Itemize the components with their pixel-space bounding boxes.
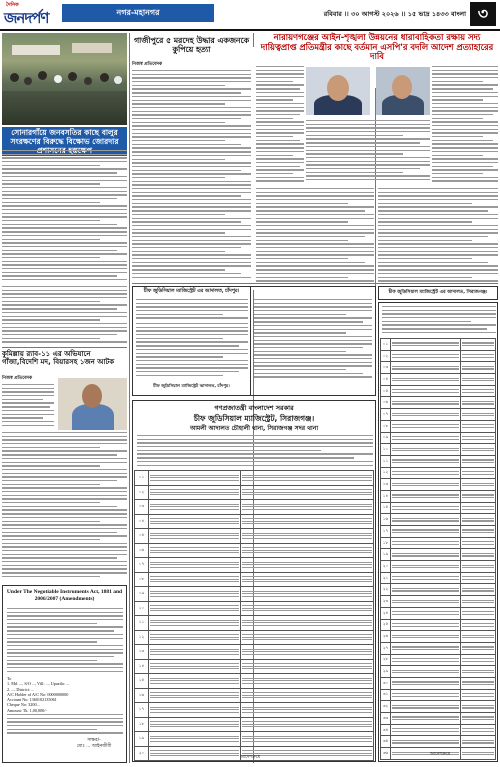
table-row <box>135 717 374 732</box>
table-row <box>381 596 496 608</box>
table-row <box>135 587 374 602</box>
row-serial: ২৯ <box>381 666 391 678</box>
comilla-headline: কুমিল্লায় র‍্যাব-১১ এর অভিযানে গাঁজা,বিদেশি মদ, বিয়ারসহ ১জন আটক <box>2 350 115 367</box>
row-serial: ০৪ <box>135 514 149 529</box>
row-serial: ১৩ <box>381 479 391 491</box>
newspaper-logo <box>2 2 60 26</box>
row-serial: ১৪ <box>135 659 149 674</box>
table-row <box>381 537 496 549</box>
legal-notice-line: 2. ..., District: ... <box>7 686 35 692</box>
legal-notice-signature <box>63 738 125 750</box>
table-row <box>381 607 496 619</box>
table-row <box>381 526 496 538</box>
lead-story-text <box>432 66 498 184</box>
table-row <box>381 736 496 748</box>
table-row <box>135 543 374 558</box>
column-divider <box>129 283 130 763</box>
protest-photo <box>2 33 127 125</box>
row-serial: ০৩ <box>381 362 391 374</box>
table-row <box>135 616 374 631</box>
accused-table-right <box>380 338 496 760</box>
table-row <box>381 374 496 386</box>
table-row <box>381 631 496 643</box>
row-serial: ১০ <box>135 601 149 616</box>
table-row <box>381 654 496 666</box>
row-serial: ১০ <box>381 444 391 456</box>
legal-notice-text <box>7 608 123 674</box>
notice-court-title: চীফ জুডিসিয়াল ম্যাজিস্ট্রেট, সিরাজগঞ্জ। <box>193 414 315 423</box>
table-row <box>135 703 374 718</box>
legal-notice-line: Account No: 1360102135061 <box>7 697 57 702</box>
accused-table <box>134 470 374 761</box>
comilla-byline: নিজস্ব প্রতিবেদক <box>2 376 33 381</box>
official-photo <box>306 67 370 115</box>
row-serial: ২০ <box>381 561 391 573</box>
table-row <box>135 732 374 747</box>
row-serial: ৩০ <box>381 677 391 689</box>
table-row <box>381 467 496 479</box>
row-serial: ১৬ <box>381 514 391 526</box>
right-notice-title: চীফ জুডিসিয়াল ম্যাজিস্ট্রেট এর আদালত, সিরাজগঞ্জ। <box>388 290 488 295</box>
row-serial: ০৫ <box>381 385 391 397</box>
row-serial: ৩৫ <box>381 736 391 748</box>
legal-notice-details <box>7 676 123 713</box>
gazipur-headline: গাজীপুরে ৫ মরদেহ উদ্ধার একজনকে কুপিয়ে হত্যা <box>133 36 250 54</box>
table-row <box>381 420 496 432</box>
court-notice-footer: চীফ জুডিসিয়াল ম্যাজিস্ট্রেট আদালত, চাঁদপুর। <box>153 383 230 388</box>
comilla-story-text <box>2 432 127 582</box>
table-row <box>381 677 496 689</box>
table-row <box>135 674 374 689</box>
row-serial: ২৪ <box>381 607 391 619</box>
table-row <box>135 688 374 703</box>
legal-notice-line: 1. Md. ..., S/O ..., Vill: ..., Upazila: ... <box>7 681 70 687</box>
row-serial: ২৫ <box>381 619 391 631</box>
table-row <box>135 601 374 616</box>
row-serial: ০১ <box>381 339 391 351</box>
row-serial: ২০ <box>135 746 149 761</box>
row-serial: ০৯ <box>381 432 391 444</box>
table-row <box>381 514 496 526</box>
table-row <box>135 645 374 660</box>
row-serial: ১১ <box>135 616 149 631</box>
table-row <box>135 500 374 515</box>
court-notice-chandpur-wide <box>132 286 376 396</box>
right-notice-text <box>382 306 496 336</box>
section-divider <box>132 283 498 284</box>
masthead <box>0 0 500 30</box>
row-serial: ১৭ <box>135 703 149 718</box>
table-row <box>381 502 496 514</box>
table-row <box>135 514 374 529</box>
table-row <box>381 385 496 397</box>
legal-notice-box <box>2 585 127 763</box>
row-serial: ০৮ <box>135 572 149 587</box>
row-serial: ০৩ <box>135 500 149 515</box>
logo-small-text: দৈনিক <box>6 2 19 8</box>
suspect-photo <box>58 378 127 430</box>
row-serial: ০৪ <box>381 374 391 386</box>
main-notice-signature <box>190 755 310 761</box>
table-row <box>381 666 496 678</box>
date-line: রবিবার ।। ৩০ আগস্ট ২০২৬ ।। ১৫ ভাদ্র ১৪৩৩ বাংলা <box>323 10 466 18</box>
row-serial: ০২ <box>381 350 391 362</box>
table-row <box>381 724 496 736</box>
table-row <box>135 471 374 486</box>
lead-story-text <box>378 188 498 284</box>
column-divider <box>253 33 254 47</box>
row-serial: ১৫ <box>381 502 391 514</box>
signature-label: আদেশক্রমে <box>239 755 261 760</box>
row-serial: ১৯ <box>135 732 149 747</box>
table-row <box>381 572 496 584</box>
table-row <box>381 549 496 561</box>
table-row <box>381 713 496 725</box>
table-row <box>381 701 496 713</box>
protest-story-text <box>2 286 127 346</box>
lead-story-text <box>256 188 374 284</box>
table-row <box>381 619 496 631</box>
row-serial: ১৯ <box>381 549 391 561</box>
court-notice-sirajganj-header <box>378 286 498 300</box>
row-serial: ৩৪ <box>381 724 391 736</box>
row-serial: ২৭ <box>381 642 391 654</box>
logo-name: জনদর্পণ <box>4 9 49 27</box>
signature-label: সাক্ষর/- <box>87 738 101 743</box>
table-row <box>381 397 496 409</box>
table-row <box>135 529 374 544</box>
table-row <box>135 659 374 674</box>
signature-label: আদেশক্রমে <box>429 752 451 757</box>
protest-story-text <box>2 150 127 285</box>
signature-name: মোঃ ... আইনজীবী <box>76 743 112 749</box>
legal-notice-line: Amount: Tk. 1,00,000/- <box>7 707 47 713</box>
divider <box>2 347 127 348</box>
row-serial: ২৩ <box>381 596 391 608</box>
table-row <box>381 362 496 374</box>
table-row <box>381 409 496 421</box>
table-row <box>381 490 496 502</box>
row-serial: ০৯ <box>135 587 149 602</box>
page-number: ৩ <box>470 2 496 26</box>
table-row <box>135 485 374 500</box>
row-serial: ১৮ <box>381 537 391 549</box>
row-serial: ০১ <box>135 471 149 486</box>
row-serial: ১২ <box>381 467 391 479</box>
row-serial: ০৭ <box>381 409 391 421</box>
table-row <box>381 584 496 596</box>
row-serial: ১১ <box>381 455 391 467</box>
table-row <box>381 561 496 573</box>
court-notice-title: চীফ জুডিসিয়াল ম্যাজিস্ট্রেট এর আদালত, চাঁদপুর। <box>143 289 240 294</box>
row-serial: ১৮ <box>135 717 149 732</box>
row-serial: ৩২ <box>381 701 391 713</box>
row-serial: ৩৩ <box>381 713 391 725</box>
table-row <box>381 479 496 491</box>
legal-notice-line: Cheque No: 3200... <box>7 702 40 708</box>
table-row <box>381 455 496 467</box>
row-serial: ০৬ <box>381 397 391 409</box>
legal-notice-title: Under The Negotiable Instruments Act, 1881 and 2006/2007 (Amendments) <box>6 589 123 602</box>
table-row <box>135 572 374 587</box>
column-divider <box>375 88 376 288</box>
table-row <box>381 642 496 654</box>
notice-body-text <box>137 435 373 469</box>
row-serial: ১৫ <box>135 674 149 689</box>
row-serial: ২৬ <box>381 631 391 643</box>
row-serial: ১৪ <box>381 490 391 502</box>
court-notice-text <box>254 299 372 381</box>
legal-notice-text <box>7 714 123 736</box>
row-serial: ৩১ <box>381 689 391 701</box>
masthead-rule <box>0 29 500 31</box>
comilla-story-text <box>2 384 54 428</box>
table-row <box>381 432 496 444</box>
row-serial: ১২ <box>135 630 149 645</box>
gazipur-byline: নিজস্ব প্রতিবেদক <box>132 62 163 67</box>
superintendent-photo <box>376 67 430 115</box>
row-serial: ২৮ <box>381 654 391 666</box>
table-row <box>135 558 374 573</box>
lead-headline: নারায়ণগঞ্জের আইন-শৃঙ্খলা উন্নয়নের ধারাবাহিকতা রক্ষায় সদ্য দায়িত্বপ্রাপ্ত প্রতিমন্ত্রীর কাছে বর্তমান এসপি'র বদলি আদেশ প্রত্যাহারের দাবি <box>260 32 494 62</box>
legal-notice-line: A/C Holder of A/C No: 0000000000 <box>7 691 69 697</box>
legal-notice-line: To <box>7 676 12 681</box>
section-banner: নগর-মহানগর <box>62 4 214 22</box>
notice-gov-title: গণপ্রজাতন্ত্রী বাংলাদেশ সরকার <box>214 404 294 412</box>
row-serial: ০৫ <box>135 529 149 544</box>
row-serial: ০৭ <box>135 558 149 573</box>
row-serial: ০২ <box>135 485 149 500</box>
table-row <box>381 339 496 351</box>
row-serial: ১৩ <box>135 645 149 660</box>
table-row <box>381 350 496 362</box>
notice-case-title: আমলী আদালত চৌহালী থানা, সিরাজগঞ্জ সদর থানা <box>189 425 319 432</box>
table-row <box>381 689 496 701</box>
lead-story-text <box>256 66 304 184</box>
table-row <box>135 630 374 645</box>
row-serial: ০৬ <box>135 543 149 558</box>
lead-story-text <box>306 120 430 184</box>
row-serial: ৩৬ <box>381 748 391 760</box>
right-notice-signature <box>395 752 485 758</box>
row-serial: ১৬ <box>135 688 149 703</box>
gazipur-story-text <box>132 70 251 282</box>
row-serial: ০৮ <box>381 420 391 432</box>
table-row <box>381 444 496 456</box>
row-serial: ২২ <box>381 584 391 596</box>
row-serial: ২১ <box>381 572 391 584</box>
protest-headline: সোনারগাঁয়ে জনবসতির কাছে বালুর সংরক্ষণের বিরুদ্ধে বিক্ষোভ জোরদার <box>2 127 127 156</box>
row-serial: ১৭ <box>381 526 391 538</box>
column-divider <box>129 33 130 283</box>
